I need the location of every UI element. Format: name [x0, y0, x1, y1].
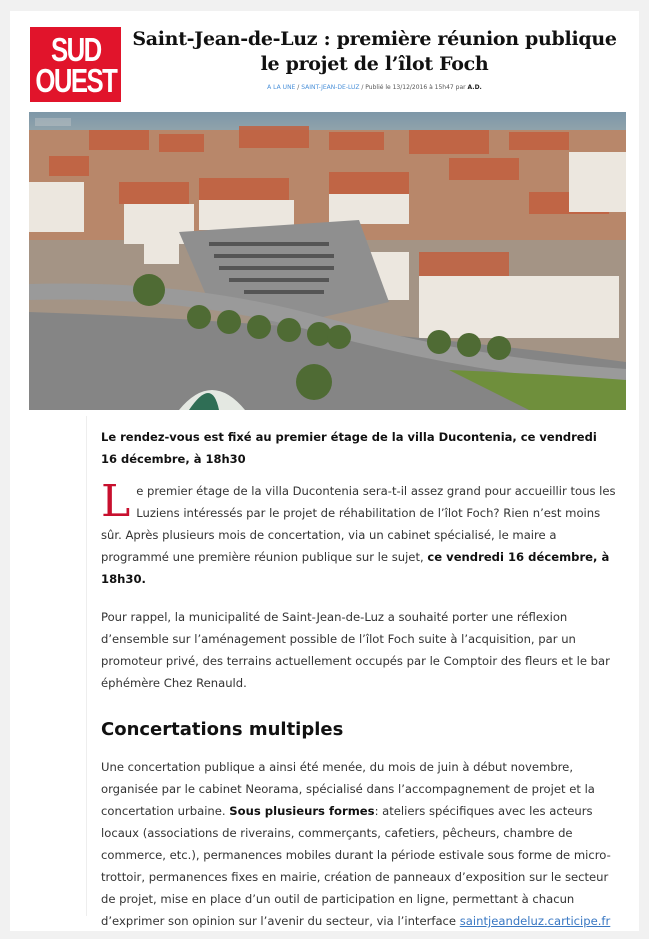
logo-line-1: SUD	[50, 30, 101, 68]
author[interactable]: A.D.	[467, 84, 482, 91]
paragraph-3	[101, 756, 616, 932]
paragraph-1-text: e premier étage de la villa Ducontenia sera-t-il assez grand pour accueillir tous les Luziens intéressés par le projet de réhabilitation de l’îlot Foch? Rien n’est moins sûr. Après plusieurs mois de concertation, via un cabinet spécialisé, le maire a programmé une première réunion publique sur le sujet,	[101, 484, 616, 564]
article-card	[10, 11, 639, 931]
aerial-city-photo-icon	[29, 112, 626, 410]
page-title	[122, 27, 627, 77]
sud-ouest-logo[interactable]	[30, 27, 121, 102]
paragraph-1	[101, 476, 616, 590]
drop-cap: L	[101, 476, 131, 527]
article-lead: Le rendez-vous est fixé au premier étage de la villa Ducontenia, ce vendredi 16 décembre, à 18h30	[101, 430, 597, 466]
article-photo[interactable]	[29, 112, 626, 410]
article-meta	[122, 84, 627, 91]
article-body	[86, 416, 616, 928]
breadcrumb-a-la-une[interactable]: A LA UNE	[267, 84, 296, 91]
paragraph-3-text-2: : ateliers spécifiques avec les acteurs locaux (associations de riverains, commerçants, cafetiers, pêcheurs, chambre de commerce, etc.), permanences mobiles durant la période estivale sous forme de micro-trottoir, permanences fixes en mairie, création de panneaux d’exposition sur le secteur de projet, mise en place d’un outil de participation en ligne, permettant à chacun d’exprimer son opinion sur l’avenir du secteur, via l’interface	[101, 804, 611, 928]
title-line-2: le projet de l’îlot Foch	[260, 53, 489, 75]
paragraph-3-bold: Sous plusieurs formes	[229, 804, 375, 818]
title-line-1: Saint-Jean-de-Luz : première réunion publique	[132, 28, 617, 50]
logo-line-2: OUEST	[35, 61, 116, 99]
paragraph-1-bold: ce vendredi 16 décembre, à 18h30.	[101, 550, 610, 586]
paragraph-2: Pour rappel, la municipalité de Saint-Jean-de-Luz a souhaité porter une réflexion d’ensemble sur l’aménagement possible de l’îlot Foch suite à l’acquisition, par un promoteur privé, des terrains actuellement occupés par le Comptoir des fleurs et le bar éphémère Chez Renauld.	[101, 610, 610, 690]
paragraph-3-text-1: Une concertation publique a ainsi été menée, du mois de juin à début novembre, organisée par le cabinet Neorama, spécialisé dans l’accompagnement de projet et la concertation urbaine.	[101, 760, 595, 818]
breadcrumb-saint-jean-de-luz[interactable]: SAINT-JEAN-DE-LUZ	[301, 84, 360, 91]
breadcrumb-separator: /	[359, 84, 366, 91]
carticipe-link[interactable]: saintjeandeluz.carticipe.fr	[459, 914, 611, 928]
published-date: Publié le 13/12/2016 à 15h47 par	[365, 84, 466, 91]
section-heading: Concertations multiples	[101, 719, 344, 740]
breadcrumb-separator: /	[295, 84, 302, 91]
